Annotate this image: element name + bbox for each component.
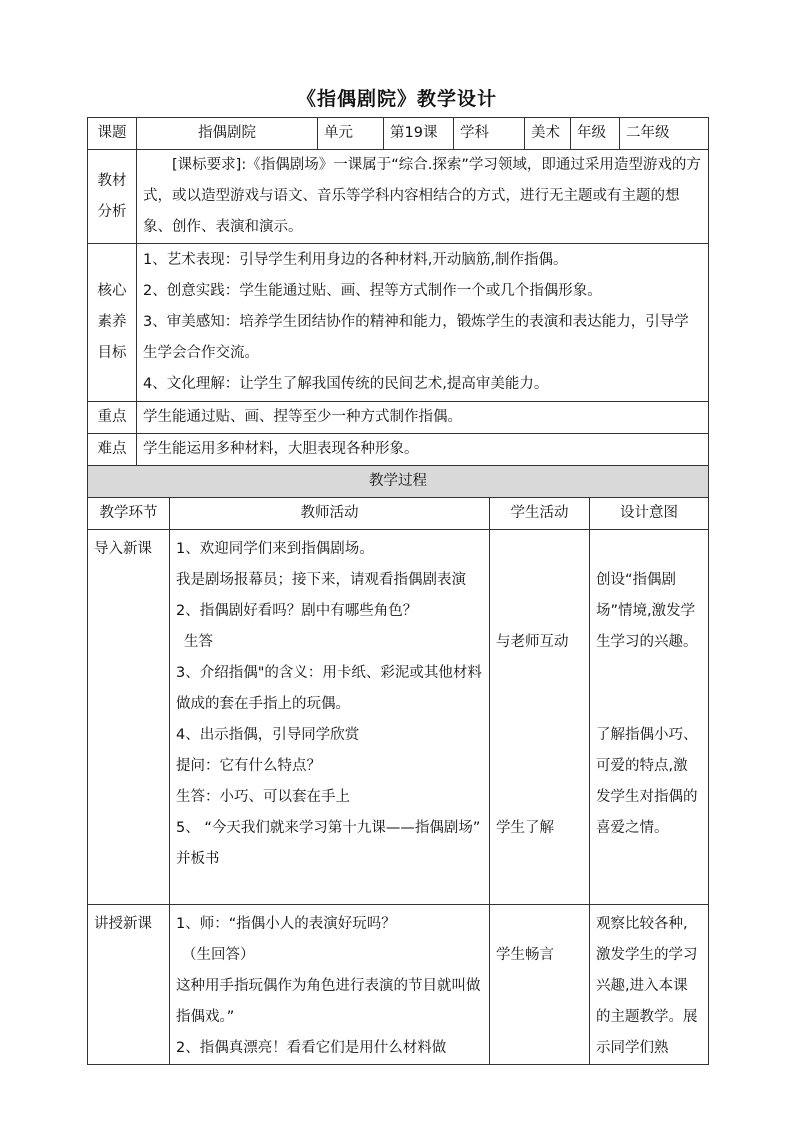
teacher-line: 1、师：“指偶小人的表演好玩吗？ — [176, 916, 396, 932]
teacher-line: 2、指偶真漂亮！看看它们是用什么材料做 — [176, 1040, 447, 1056]
teacher-line: 5、 “今天我们就来学习第十九课——指偶剧场” 并板书 — [176, 820, 481, 867]
teach-stage: 讲授新课 — [88, 905, 170, 1065]
col-header-student: 学生活动 — [490, 498, 590, 530]
label-grade: 年级 — [571, 118, 620, 150]
teacher-line: 2、指偶剧好看吗？剧中有哪些角色？ — [176, 603, 418, 619]
design-intent: 创设“指偶剧场”情境,激发学生学习的兴趣。 — [596, 572, 698, 650]
page-title: 《指偶剧院》教学设计 — [296, 88, 497, 110]
teacher-line: 这种用手指玩偶作为角色进行表演的节目就叫做指偶戏。” — [176, 978, 481, 1025]
label-course: 课题 — [88, 118, 137, 150]
key-text: 学生能通过贴、画、捏等至少一种方式制作指偶。 — [137, 402, 709, 434]
key-label: 重点 — [88, 402, 137, 434]
core-row — [88, 244, 709, 402]
key-row — [88, 402, 709, 434]
teacher-line: 4、出示指偶，引导同学欣赏 — [176, 727, 360, 743]
label-subject: 学科 — [454, 118, 525, 150]
col-header-intent: 设计意图 — [590, 498, 709, 530]
header-row — [88, 118, 709, 150]
difficulty-row — [88, 434, 709, 466]
core-items — [137, 244, 709, 402]
value-unit: 第19课 — [384, 118, 454, 150]
value-grade: 二年级 — [620, 118, 709, 150]
label-unit: 单元 — [318, 118, 384, 150]
core-item: 4、文化理解：让学生了解我国传统的民间艺术,提高审美能力。 — [143, 376, 549, 392]
col-header-stage: 教学环节 — [88, 498, 170, 530]
core-item: 2、创意实践：学生能通过贴、画、捏等方式制作一个或几个指偶形象。 — [143, 283, 602, 299]
core-item: 3、审美感知：培养学生团结协作的精神和能力，锻炼学生的表演和表达能力，引导学生学会合作交流。 — [143, 314, 689, 361]
teacher-line: 3、介绍指偶"的含义：用卡纸、彩泥或其他材料做成的套在手指上的玩偶。 — [176, 665, 482, 712]
value-subject: 美术 — [525, 118, 571, 150]
info-table — [87, 117, 709, 466]
intro-stage: 导入新课 — [88, 530, 170, 905]
value-course: 指偶剧院 — [137, 118, 318, 150]
analysis-label: 教材分析 — [88, 150, 137, 244]
teach-row — [88, 905, 709, 1065]
student-activity: 与老师互动 — [496, 634, 569, 650]
difficulty-label: 难点 — [88, 434, 137, 466]
intro-row — [88, 530, 709, 905]
analysis-row — [88, 150, 709, 244]
process-title: 教学过程 — [88, 466, 709, 498]
student-activity: 学生了解 — [496, 820, 554, 836]
core-label: 核心素养目标 — [88, 244, 137, 402]
process-header-row — [88, 498, 709, 530]
teacher-line: 生答：小巧、可以套在手上 — [176, 789, 350, 805]
teach-student — [490, 905, 590, 1065]
teach-intent: 观察比较各种,激发学生的学习兴趣,进入本课的主题教学。展示同学们熟 — [590, 905, 709, 1065]
difficulty-text: 学生能运用多种材料，大胆表现各种形象。 — [137, 434, 709, 466]
design-intent: 了解指偶小巧、可爱的特点,激发学生对指偶的喜爱之情。 — [596, 727, 698, 836]
teacher-line: 我是剧场报幕员；接下来，请观看指偶剧表演 — [176, 572, 466, 588]
teach-teacher — [170, 905, 490, 1065]
student-activity: 学生畅言 — [496, 947, 554, 963]
analysis-text: [课标要求]:《指偶剧场》一课属于“综合.探索”学习领域，即通过采用造型游戏的方式，或以造型游戏与语文、音乐等学科内容相结合的方式，进行无主题或有主题的想象、创作、表演和演示。 — [137, 150, 709, 244]
intro-teacher — [170, 530, 490, 905]
intro-intent — [590, 530, 709, 905]
core-item: 1、艺术表现：引导学生利用身边的各种材料,开动脑筋,制作指偶。 — [143, 252, 568, 268]
teacher-line: 提问：它有什么特点？ — [176, 758, 321, 774]
teacher-line: 生答 — [184, 634, 213, 650]
teacher-line: 1、欢迎同学们来到指偶剧场。 — [176, 541, 374, 557]
process-table — [87, 465, 709, 1065]
intro-student — [490, 530, 590, 905]
teacher-line: （生回答） — [182, 947, 255, 963]
col-header-teacher: 教师活动 — [170, 498, 490, 530]
